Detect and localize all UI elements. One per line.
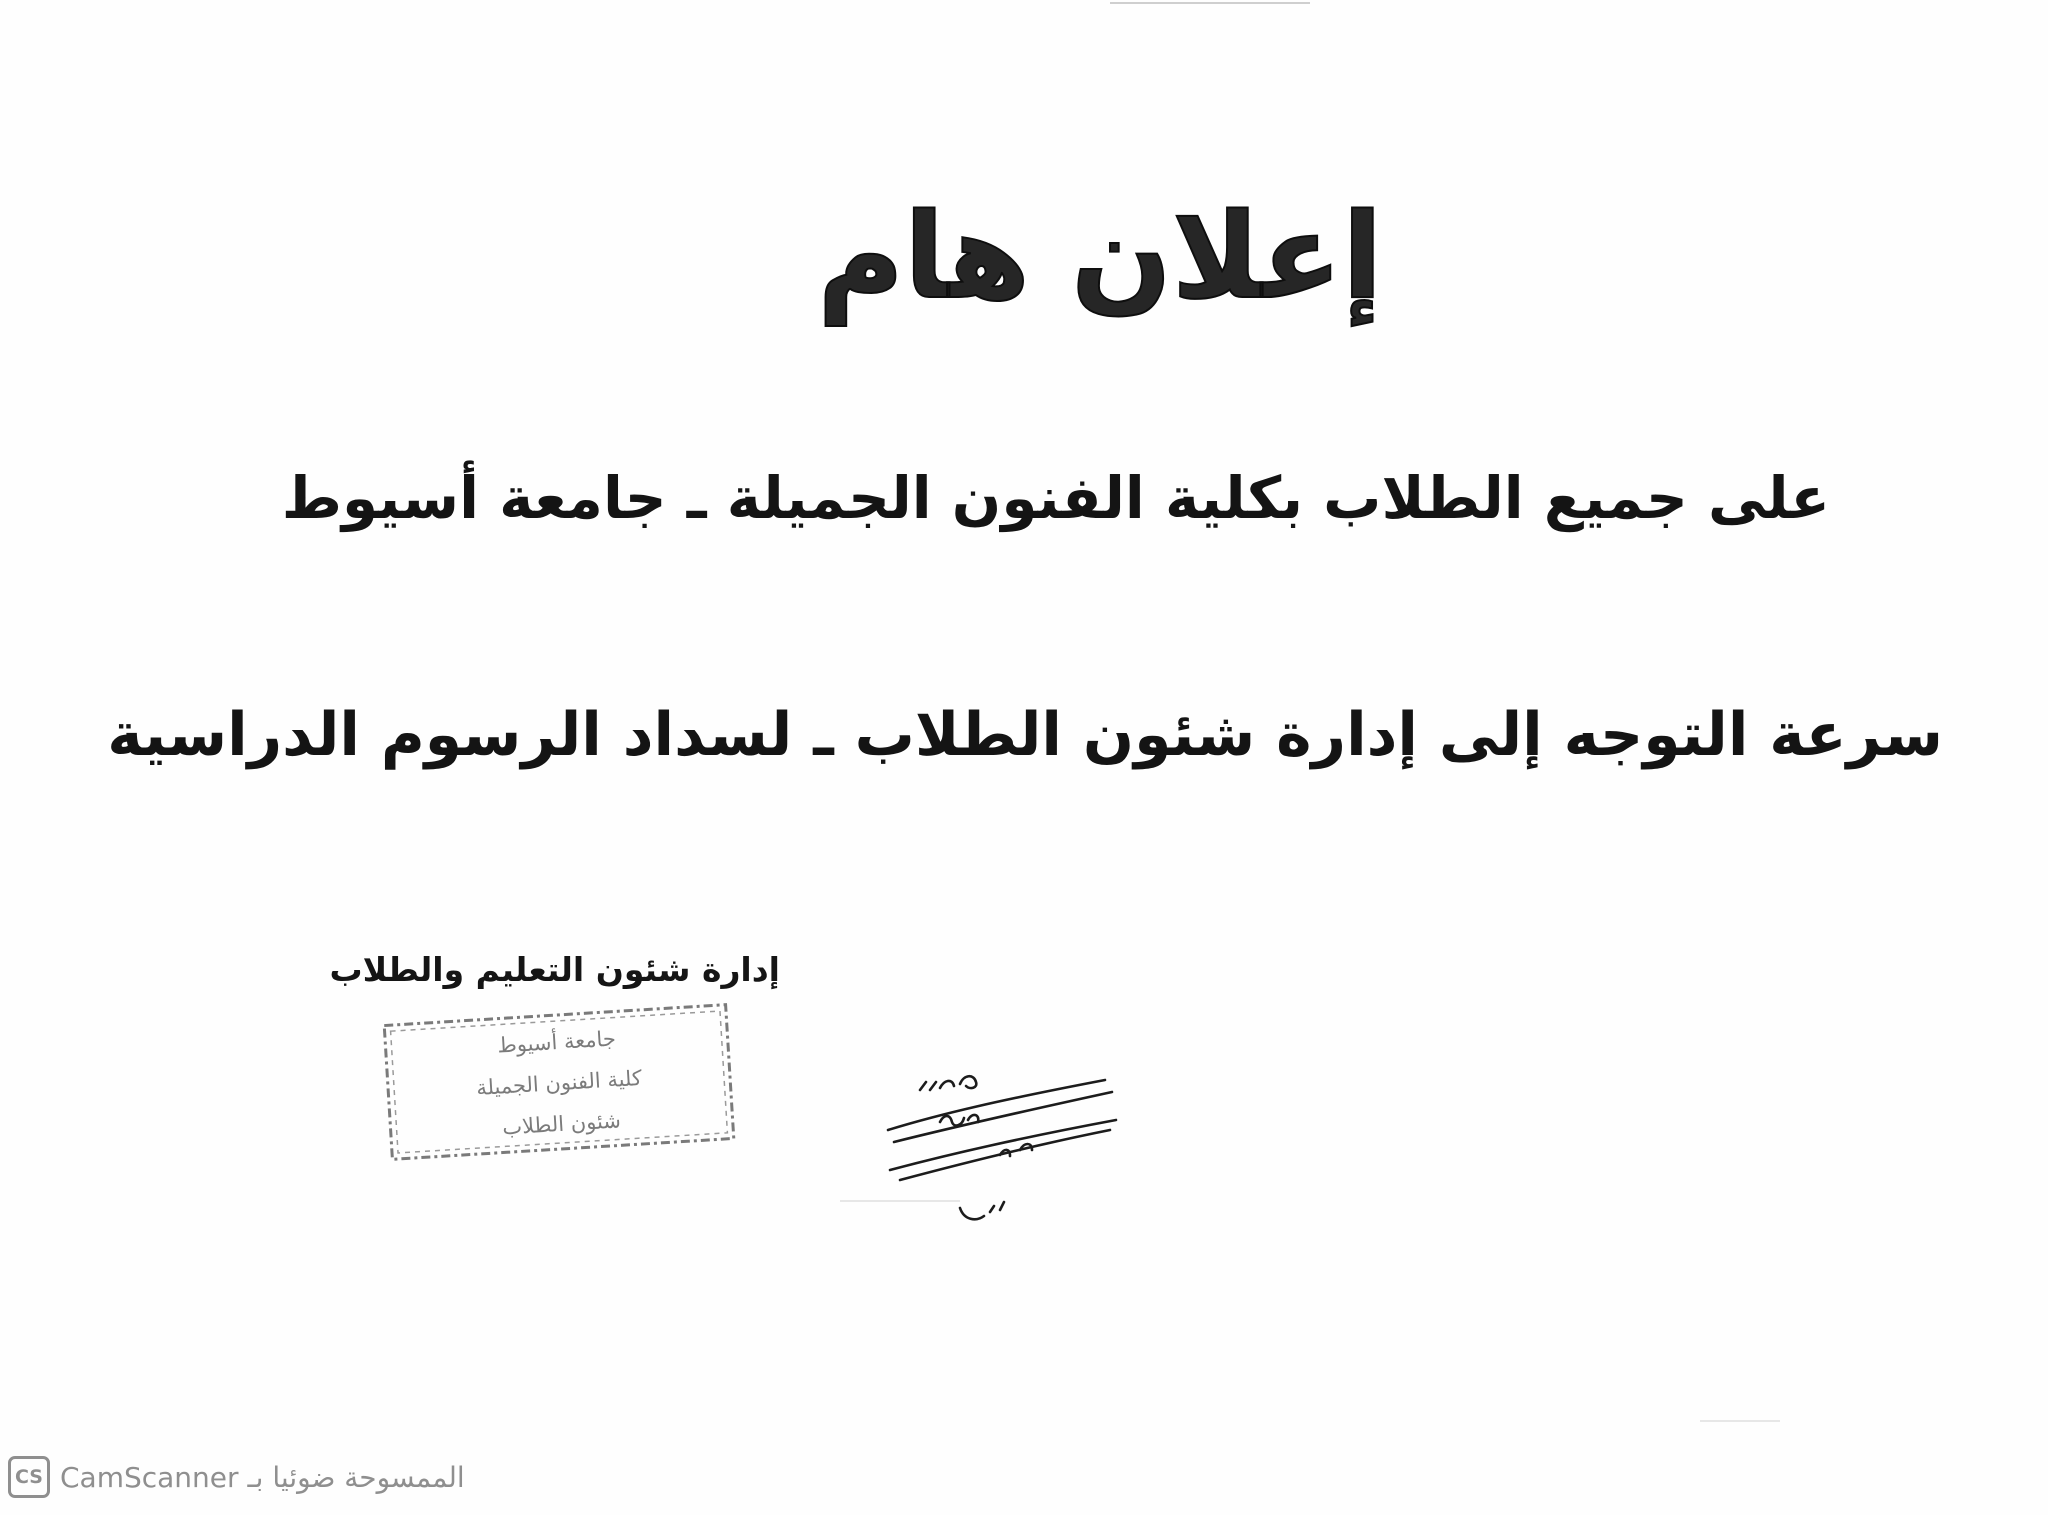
announcement-line-2: سرعة التوجه إلى إدارة شئون الطلاب ـ لسداد الرسوم الدراسية [107, 700, 1943, 770]
announcement-title: إعلان هام [817, 187, 1383, 325]
announcement-line-1: على جميع الطلاب بكلية الفنون الجميلة ـ جامعة أسيوط [281, 464, 1830, 532]
handwritten-signature [880, 1030, 1120, 1260]
scan-noise [1700, 1420, 1780, 1422]
stamp-line-3: شئون الطلاب [501, 1107, 622, 1140]
official-stamp [381, 1002, 737, 1163]
stamp-line-2: كلية الفنون الجميلة [475, 1065, 643, 1101]
scanned-with-label: الممسوحة ضوئيا بـ CamScanner [60, 1460, 465, 1494]
stamp-line-1: جامعة أسيوط [496, 1026, 617, 1059]
scan-noise [1110, 2, 1310, 4]
issuing-department: إدارة شئون التعليم والطلاب [329, 950, 780, 989]
camscanner-logo-icon: CS [8, 1456, 50, 1498]
camscanner-watermark [8, 1452, 465, 1502]
